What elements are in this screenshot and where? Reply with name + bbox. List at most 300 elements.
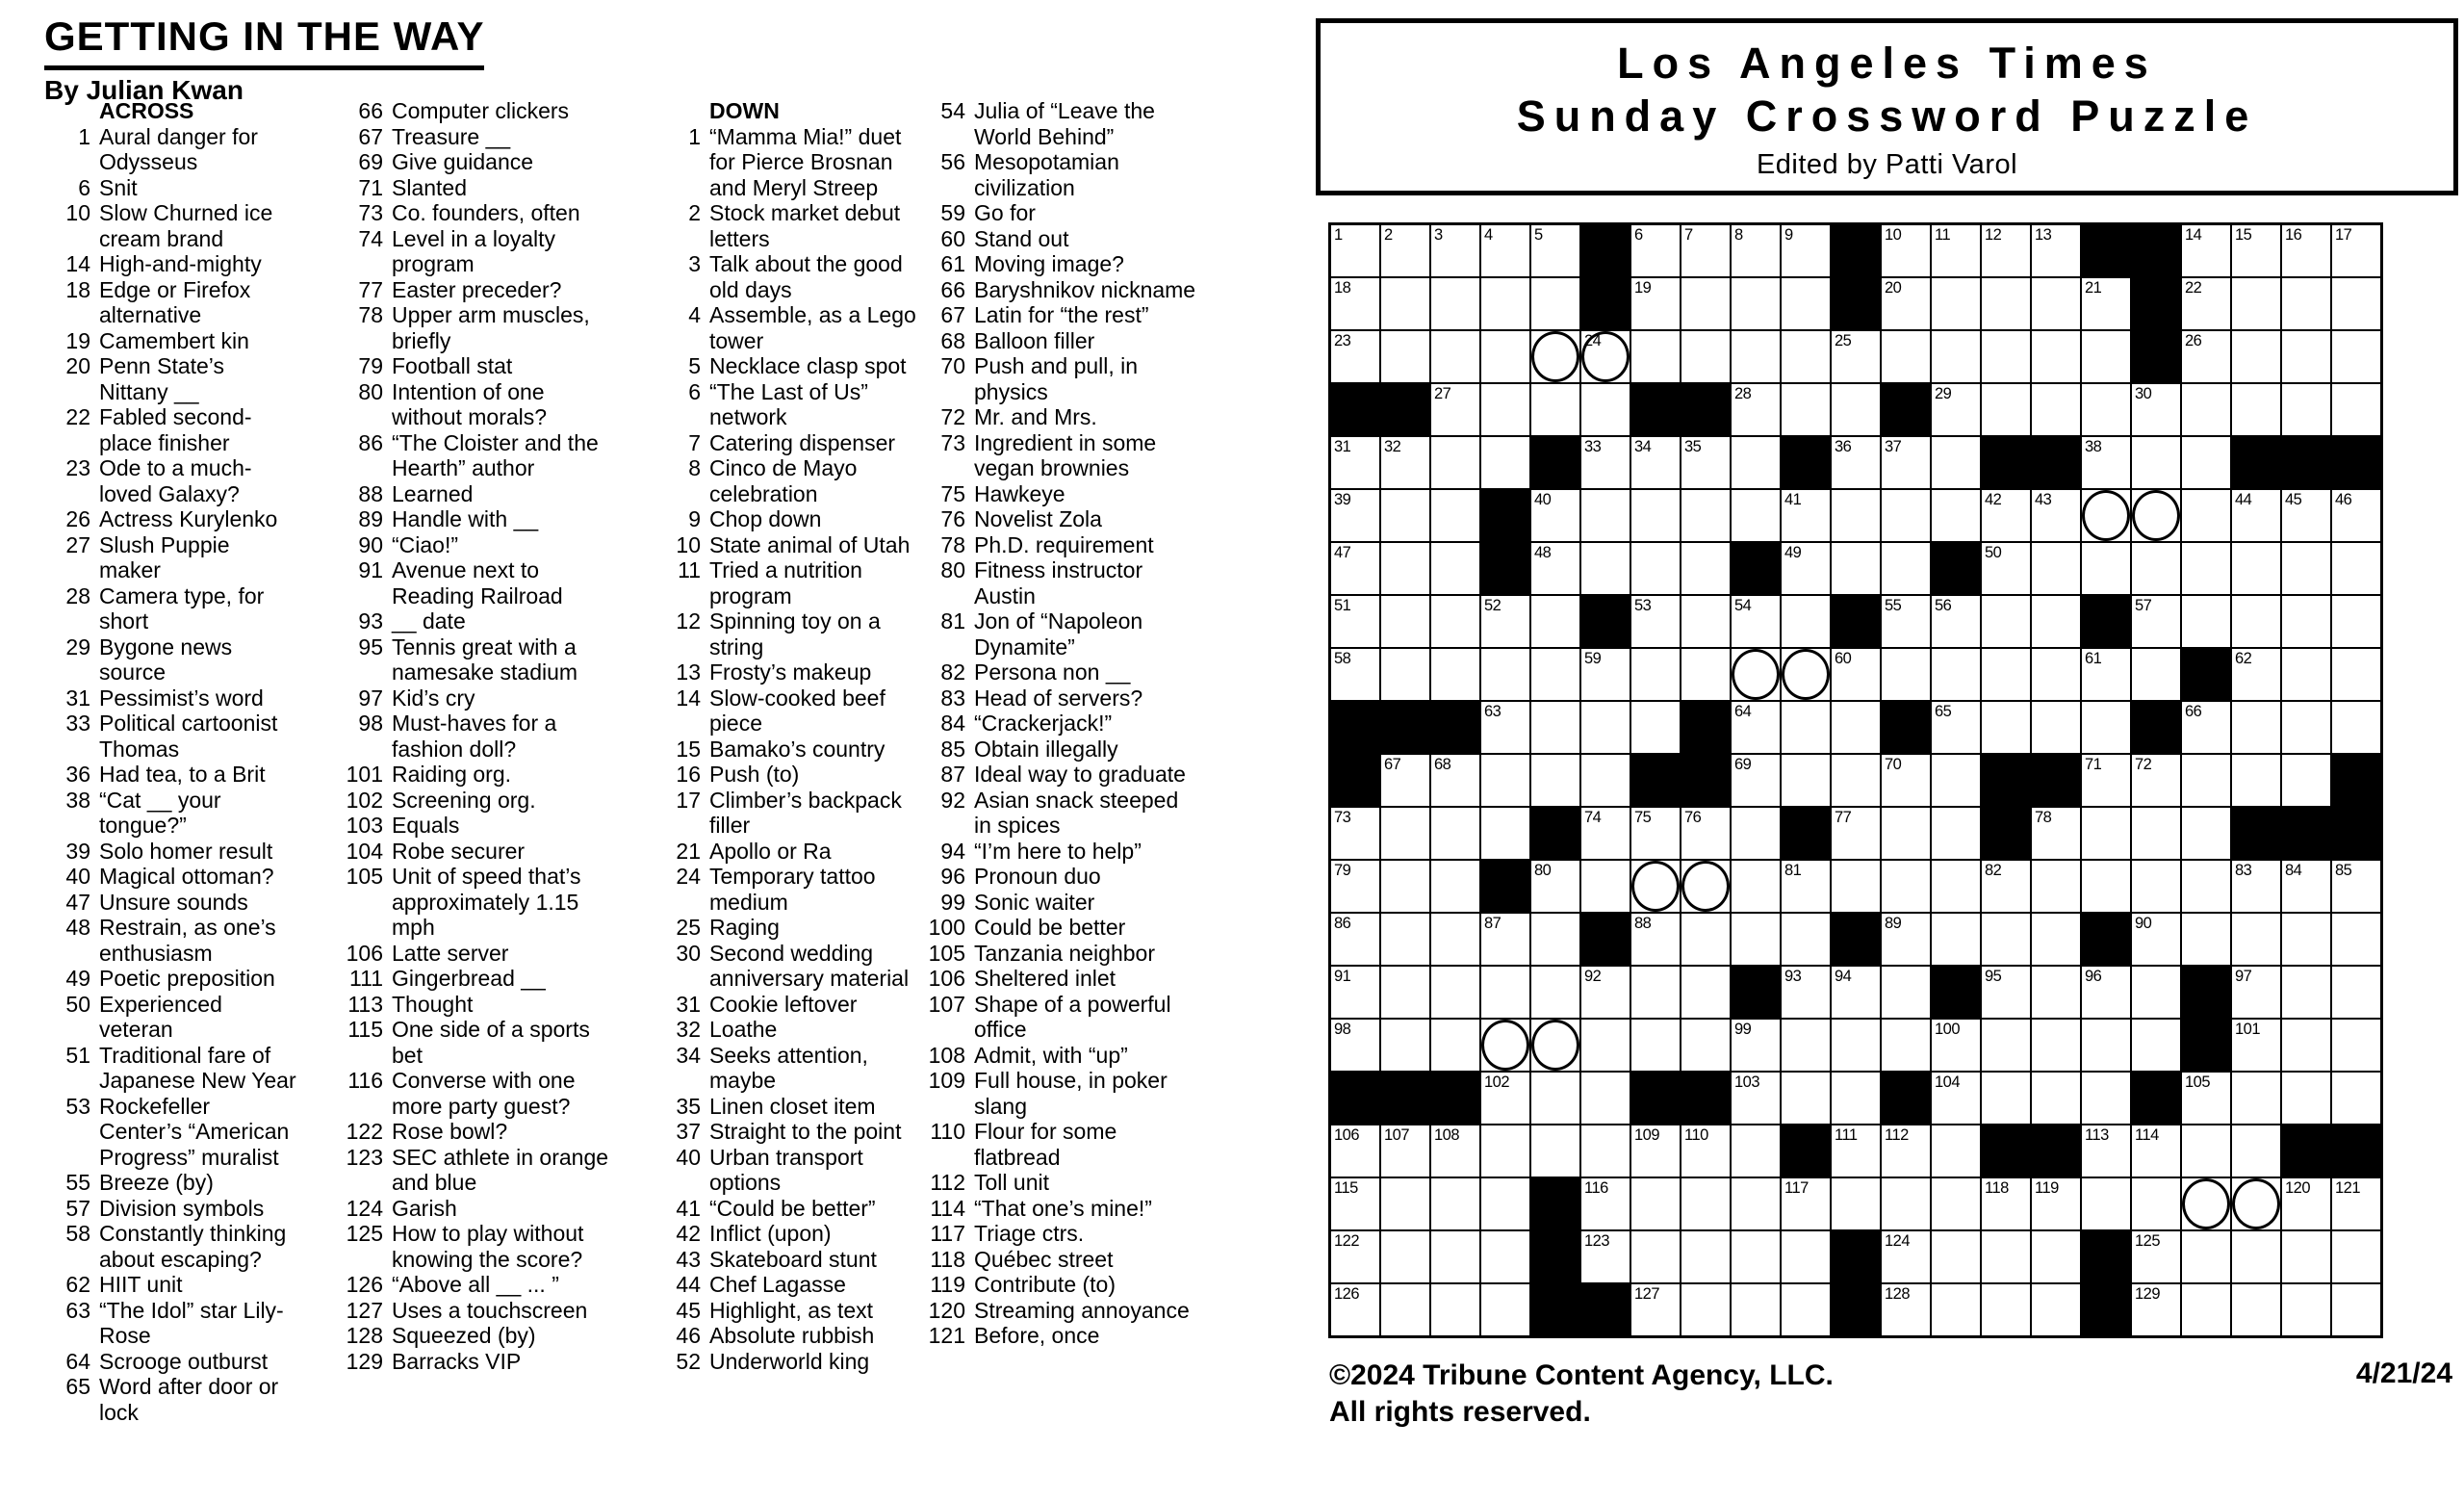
grid-cell[interactable]: [2032, 1020, 2080, 1071]
grid-cell[interactable]: [2332, 1178, 2380, 1229]
grid-cell[interactable]: [1531, 755, 1579, 806]
grid-cell[interactable]: [1431, 649, 1479, 700]
grid-cell[interactable]: [2182, 278, 2230, 329]
grid-cell[interactable]: [1932, 1284, 1980, 1335]
grid-cell[interactable]: [1982, 702, 2030, 753]
grid-cell[interactable]: [2032, 914, 2080, 965]
grid-cell[interactable]: [1331, 1125, 1379, 1177]
grid-cell[interactable]: [1431, 384, 1479, 435]
grid-cell[interactable]: [1932, 755, 1980, 806]
grid-cell[interactable]: [2082, 543, 2130, 594]
grid-cell[interactable]: [2082, 755, 2130, 806]
grid-cell[interactable]: [2082, 278, 2130, 329]
grid-cell[interactable]: [1331, 1020, 1379, 1071]
grid-cell[interactable]: [1882, 649, 1930, 700]
grid-cell[interactable]: [1481, 1231, 1529, 1282]
grid-cell[interactable]: [1581, 543, 1630, 594]
grid-cell[interactable]: [1982, 1178, 2030, 1229]
grid-cell[interactable]: [1982, 596, 2030, 647]
grid-cell[interactable]: [1431, 278, 1479, 329]
grid-cell[interactable]: [1982, 278, 2030, 329]
grid-cell[interactable]: [1832, 1125, 1880, 1177]
grid-cell[interactable]: [1381, 1231, 1429, 1282]
grid-cell[interactable]: [2282, 702, 2330, 753]
grid-cell[interactable]: [2332, 1284, 2380, 1335]
grid-cell[interactable]: [1431, 596, 1479, 647]
grid-cell[interactable]: [1581, 808, 1630, 859]
grid-cell[interactable]: [2332, 490, 2380, 541]
grid-cell[interactable]: [1581, 1178, 1630, 1229]
grid-cell[interactable]: [2282, 331, 2330, 382]
grid-cell[interactable]: [1782, 649, 1830, 700]
grid-cell[interactable]: [2032, 384, 2080, 435]
grid-cell[interactable]: [1732, 861, 1780, 912]
grid-cell[interactable]: [1631, 649, 1680, 700]
grid-cell[interactable]: [2282, 1073, 2330, 1124]
grid-cell[interactable]: [1481, 331, 1529, 382]
grid-cell[interactable]: [1932, 1178, 1980, 1229]
grid-cell[interactable]: [2132, 755, 2180, 806]
grid-cell[interactable]: [1481, 914, 1529, 965]
grid-cell[interactable]: [1481, 1125, 1529, 1177]
grid-cell[interactable]: [1381, 331, 1429, 382]
grid-cell[interactable]: [1982, 649, 2030, 700]
grid-cell[interactable]: [2282, 914, 2330, 965]
grid-cell[interactable]: [2332, 1020, 2380, 1071]
grid-cell[interactable]: [1681, 649, 1730, 700]
grid-cell[interactable]: [2182, 490, 2230, 541]
grid-cell[interactable]: [1581, 702, 1630, 753]
grid-cell[interactable]: [2182, 1125, 2230, 1177]
grid-cell[interactable]: [1982, 490, 2030, 541]
grid-cell[interactable]: [2032, 702, 2080, 753]
grid-cell[interactable]: [1681, 437, 1730, 488]
grid-cell[interactable]: [2132, 437, 2180, 488]
grid-cell[interactable]: [2182, 596, 2230, 647]
grid-cell[interactable]: [2182, 384, 2230, 435]
grid-cell[interactable]: [1581, 649, 1630, 700]
grid-cell[interactable]: [2232, 1020, 2280, 1071]
grid-cell[interactable]: [1782, 1073, 1830, 1124]
grid-cell[interactable]: [1681, 596, 1730, 647]
grid-cell[interactable]: [1631, 861, 1680, 912]
grid-cell[interactable]: [2032, 967, 2080, 1018]
grid-cell[interactable]: [1932, 225, 1980, 276]
grid-cell[interactable]: [1732, 278, 1780, 329]
grid-cell[interactable]: [1782, 967, 1830, 1018]
grid-cell[interactable]: [2232, 596, 2280, 647]
grid-cell[interactable]: [2232, 649, 2280, 700]
grid-cell[interactable]: [2232, 1125, 2280, 1177]
grid-cell[interactable]: [1381, 490, 1429, 541]
grid-cell[interactable]: [1531, 384, 1579, 435]
grid-cell[interactable]: [1732, 1073, 1780, 1124]
grid-cell[interactable]: [1681, 967, 1730, 1018]
grid-cell[interactable]: [2132, 1125, 2180, 1177]
grid-cell[interactable]: [1331, 649, 1379, 700]
grid-cell[interactable]: [1331, 1178, 1379, 1229]
grid-cell[interactable]: [2032, 331, 2080, 382]
grid-cell[interactable]: [2132, 596, 2180, 647]
grid-cell[interactable]: [2232, 755, 2280, 806]
grid-cell[interactable]: [1631, 596, 1680, 647]
grid-cell[interactable]: [2082, 649, 2130, 700]
grid-cell[interactable]: [1982, 1020, 2030, 1071]
grid-cell[interactable]: [1681, 490, 1730, 541]
grid-cell[interactable]: [2332, 914, 2380, 965]
grid-cell[interactable]: [2132, 861, 2180, 912]
grid-cell[interactable]: [1782, 1284, 1830, 1335]
grid-cell[interactable]: [2232, 490, 2280, 541]
grid-cell[interactable]: [1982, 1073, 2030, 1124]
grid-cell[interactable]: [2232, 1178, 2280, 1229]
grid-cell[interactable]: [1882, 1178, 1930, 1229]
grid-cell[interactable]: [1782, 1178, 1830, 1229]
grid-cell[interactable]: [2082, 1178, 2130, 1229]
grid-cell[interactable]: [1431, 1178, 1479, 1229]
grid-cell[interactable]: [1431, 490, 1479, 541]
grid-cell[interactable]: [1782, 861, 1830, 912]
grid-cell[interactable]: [2182, 755, 2230, 806]
grid-cell[interactable]: [2032, 861, 2080, 912]
grid-cell[interactable]: [1381, 437, 1429, 488]
grid-cell[interactable]: [1581, 1231, 1630, 1282]
grid-cell[interactable]: [2232, 1231, 2280, 1282]
grid-cell[interactable]: [2132, 384, 2180, 435]
grid-cell[interactable]: [1932, 490, 1980, 541]
grid-cell[interactable]: [2132, 1020, 2180, 1071]
grid-cell[interactable]: [1782, 331, 1830, 382]
grid-cell[interactable]: [2282, 1284, 2330, 1335]
grid-cell[interactable]: [1581, 861, 1630, 912]
grid-cell[interactable]: [1581, 437, 1630, 488]
grid-cell[interactable]: [1331, 331, 1379, 382]
grid-cell[interactable]: [1932, 702, 1980, 753]
grid-cell[interactable]: [2332, 384, 2380, 435]
grid-cell[interactable]: [1932, 596, 1980, 647]
grid-cell[interactable]: [2332, 861, 2380, 912]
grid-cell[interactable]: [1982, 1231, 2030, 1282]
grid-cell[interactable]: [1882, 225, 1930, 276]
grid-cell[interactable]: [2232, 543, 2280, 594]
grid-cell[interactable]: [2032, 225, 2080, 276]
grid-cell[interactable]: [2182, 1073, 2230, 1124]
grid-cell[interactable]: [2132, 1178, 2180, 1229]
grid-cell[interactable]: [2232, 1073, 2280, 1124]
grid-cell[interactable]: [2332, 596, 2380, 647]
grid-cell[interactable]: [1531, 914, 1579, 965]
grid-cell[interactable]: [1732, 1125, 1780, 1177]
grid-cell[interactable]: [1481, 755, 1529, 806]
grid-cell[interactable]: [1732, 1178, 1780, 1229]
grid-cell[interactable]: [1381, 278, 1429, 329]
grid-cell[interactable]: [1381, 1020, 1429, 1071]
grid-cell[interactable]: [1631, 331, 1680, 382]
grid-cell[interactable]: [1732, 914, 1780, 965]
grid-cell[interactable]: [2132, 1231, 2180, 1282]
grid-cell[interactable]: [2332, 649, 2380, 700]
grid-cell[interactable]: [1631, 543, 1680, 594]
grid-cell[interactable]: [1481, 1178, 1529, 1229]
grid-cell[interactable]: [1882, 755, 1930, 806]
grid-cell[interactable]: [2082, 490, 2130, 541]
grid-cell[interactable]: [2232, 1284, 2280, 1335]
grid-cell[interactable]: [1531, 1125, 1579, 1177]
grid-cell[interactable]: [2082, 1125, 2130, 1177]
grid-cell[interactable]: [1531, 543, 1579, 594]
grid-cell[interactable]: [1331, 914, 1379, 965]
grid-cell[interactable]: [2332, 278, 2380, 329]
grid-cell[interactable]: [1732, 1284, 1780, 1335]
grid-cell[interactable]: [1782, 490, 1830, 541]
grid-cell[interactable]: [1782, 1020, 1830, 1071]
grid-cell[interactable]: [2082, 437, 2130, 488]
grid-cell[interactable]: [2232, 384, 2280, 435]
grid-cell[interactable]: [1882, 808, 1930, 859]
grid-cell[interactable]: [1531, 702, 1579, 753]
grid-cell[interactable]: [1631, 490, 1680, 541]
grid-cell[interactable]: [2282, 1020, 2330, 1071]
grid-cell[interactable]: [1932, 861, 1980, 912]
grid-cell[interactable]: [1581, 755, 1630, 806]
grid-cell[interactable]: [1732, 755, 1780, 806]
grid-cell[interactable]: [1681, 1020, 1730, 1071]
grid-cell[interactable]: [2082, 808, 2130, 859]
grid-cell[interactable]: [1331, 861, 1379, 912]
grid-cell[interactable]: [1581, 1020, 1630, 1071]
grid-cell[interactable]: [1481, 384, 1529, 435]
grid-cell[interactable]: [1431, 225, 1479, 276]
grid-cell[interactable]: [2032, 278, 2080, 329]
grid-cell[interactable]: [2232, 967, 2280, 1018]
grid-cell[interactable]: [1832, 702, 1880, 753]
grid-cell[interactable]: [1982, 914, 2030, 965]
grid-cell[interactable]: [1381, 596, 1429, 647]
grid-cell[interactable]: [1631, 278, 1680, 329]
grid-cell[interactable]: [1882, 861, 1930, 912]
grid-cell[interactable]: [1932, 1231, 1980, 1282]
grid-cell[interactable]: [1431, 755, 1479, 806]
grid-cell[interactable]: [1631, 702, 1680, 753]
grid-cell[interactable]: [2082, 1020, 2130, 1071]
grid-cell[interactable]: [1331, 967, 1379, 1018]
grid-cell[interactable]: [1431, 331, 1479, 382]
grid-cell[interactable]: [1381, 543, 1429, 594]
grid-cell[interactable]: [1932, 649, 1980, 700]
grid-cell[interactable]: [1381, 755, 1429, 806]
grid-cell[interactable]: [1832, 808, 1880, 859]
grid-cell[interactable]: [1431, 808, 1479, 859]
grid-cell[interactable]: [1431, 437, 1479, 488]
grid-cell[interactable]: [1481, 1020, 1529, 1071]
grid-cell[interactable]: [2332, 967, 2380, 1018]
grid-cell[interactable]: [2082, 702, 2130, 753]
grid-cell[interactable]: [1782, 596, 1830, 647]
grid-cell[interactable]: [1531, 490, 1579, 541]
grid-cell[interactable]: [2032, 1073, 2080, 1124]
grid-cell[interactable]: [1531, 1073, 1579, 1124]
grid-cell[interactable]: [2282, 967, 2330, 1018]
grid-cell[interactable]: [1782, 755, 1830, 806]
grid-cell[interactable]: [1531, 596, 1579, 647]
grid-cell[interactable]: [2032, 1284, 2080, 1335]
grid-cell[interactable]: [2032, 490, 2080, 541]
grid-cell[interactable]: [1882, 1284, 1930, 1335]
grid-cell[interactable]: [1882, 437, 1930, 488]
grid-cell[interactable]: [2182, 1178, 2230, 1229]
grid-cell[interactable]: [2282, 543, 2330, 594]
grid-cell[interactable]: [1782, 278, 1830, 329]
grid-cell[interactable]: [1531, 967, 1579, 1018]
grid-cell[interactable]: [1331, 225, 1379, 276]
grid-cell[interactable]: [1531, 278, 1579, 329]
grid-cell[interactable]: [2032, 649, 2080, 700]
grid-cell[interactable]: [1381, 649, 1429, 700]
grid-cell[interactable]: [1581, 384, 1630, 435]
grid-cell[interactable]: [1982, 967, 2030, 1018]
grid-cell[interactable]: [2032, 1231, 2080, 1282]
grid-cell[interactable]: [2282, 225, 2330, 276]
grid-cell[interactable]: [1631, 914, 1680, 965]
grid-cell[interactable]: [1732, 649, 1780, 700]
grid-cell[interactable]: [1631, 1125, 1680, 1177]
grid-cell[interactable]: [1732, 225, 1780, 276]
grid-cell[interactable]: [2132, 490, 2180, 541]
grid-cell[interactable]: [1331, 490, 1379, 541]
grid-cell[interactable]: [1681, 1125, 1730, 1177]
grid-cell[interactable]: [2132, 543, 2180, 594]
grid-cell[interactable]: [1832, 437, 1880, 488]
grid-cell[interactable]: [1982, 1284, 2030, 1335]
grid-cell[interactable]: [2232, 278, 2280, 329]
grid-cell[interactable]: [2232, 331, 2280, 382]
grid-cell[interactable]: [2132, 649, 2180, 700]
grid-cell[interactable]: [2032, 543, 2080, 594]
grid-cell[interactable]: [2282, 596, 2330, 647]
grid-cell[interactable]: [1631, 437, 1680, 488]
grid-cell[interactable]: [1732, 331, 1780, 382]
grid-cell[interactable]: [1381, 225, 1429, 276]
grid-cell[interactable]: [1331, 1231, 1379, 1282]
grid-cell[interactable]: [2332, 331, 2380, 382]
grid-cell[interactable]: [1481, 437, 1529, 488]
grid-cell[interactable]: [2232, 914, 2280, 965]
grid-cell[interactable]: [1732, 490, 1780, 541]
grid-cell[interactable]: [1631, 1178, 1680, 1229]
grid-cell[interactable]: [2182, 331, 2230, 382]
grid-cell[interactable]: [1331, 437, 1379, 488]
grid-cell[interactable]: [1631, 225, 1680, 276]
grid-cell[interactable]: [2332, 702, 2380, 753]
grid-cell[interactable]: [1882, 1020, 1930, 1071]
grid-cell[interactable]: [2282, 861, 2330, 912]
grid-cell[interactable]: [1681, 1284, 1730, 1335]
grid-cell[interactable]: [1732, 1231, 1780, 1282]
grid-cell[interactable]: [1531, 861, 1579, 912]
grid-cell[interactable]: [1681, 225, 1730, 276]
grid-cell[interactable]: [1882, 543, 1930, 594]
grid-cell[interactable]: [2282, 384, 2330, 435]
grid-cell[interactable]: [2232, 861, 2280, 912]
grid-cell[interactable]: [1481, 1073, 1529, 1124]
grid-cell[interactable]: [1331, 543, 1379, 594]
grid-cell[interactable]: [2332, 1073, 2380, 1124]
grid-cell[interactable]: [1732, 437, 1780, 488]
grid-cell[interactable]: [2282, 490, 2330, 541]
grid-cell[interactable]: [1431, 1231, 1479, 1282]
grid-cell[interactable]: [2232, 702, 2280, 753]
grid-cell[interactable]: [1832, 861, 1880, 912]
grid-cell[interactable]: [1631, 1020, 1680, 1071]
grid-cell[interactable]: [2132, 914, 2180, 965]
grid-cell[interactable]: [1681, 543, 1730, 594]
grid-cell[interactable]: [1932, 331, 1980, 382]
grid-cell[interactable]: [1331, 808, 1379, 859]
grid-cell[interactable]: [1882, 278, 1930, 329]
grid-cell[interactable]: [1581, 490, 1630, 541]
grid-cell[interactable]: [1732, 384, 1780, 435]
grid-cell[interactable]: [2182, 861, 2230, 912]
grid-cell[interactable]: [1732, 1020, 1780, 1071]
grid-cell[interactable]: [2332, 225, 2380, 276]
grid-cell[interactable]: [1381, 914, 1429, 965]
grid-cell[interactable]: [1832, 543, 1880, 594]
grid-cell[interactable]: [1932, 808, 1980, 859]
grid-cell[interactable]: [2082, 1073, 2130, 1124]
grid-cell[interactable]: [1431, 1284, 1479, 1335]
grid-cell[interactable]: [1882, 967, 1930, 1018]
grid-cell[interactable]: [1481, 225, 1529, 276]
grid-cell[interactable]: [1681, 278, 1730, 329]
grid-cell[interactable]: [1832, 967, 1880, 1018]
grid-cell[interactable]: [1832, 490, 1880, 541]
grid-cell[interactable]: [1832, 1073, 1880, 1124]
grid-cell[interactable]: [2182, 225, 2230, 276]
grid-cell[interactable]: [2182, 543, 2230, 594]
grid-cell[interactable]: [1882, 1125, 1930, 1177]
grid-cell[interactable]: [1531, 331, 1579, 382]
grid-cell[interactable]: [1581, 1125, 1630, 1177]
grid-cell[interactable]: [1782, 543, 1830, 594]
grid-cell[interactable]: [1782, 1231, 1830, 1282]
grid-cell[interactable]: [1481, 278, 1529, 329]
grid-cell[interactable]: [1782, 702, 1830, 753]
grid-cell[interactable]: [1431, 1125, 1479, 1177]
grid-cell[interactable]: [2332, 543, 2380, 594]
grid-cell[interactable]: [1481, 808, 1529, 859]
grid-cell[interactable]: [2182, 702, 2230, 753]
grid-cell[interactable]: [1331, 1284, 1379, 1335]
grid-cell[interactable]: [1882, 331, 1930, 382]
grid-cell[interactable]: [2032, 808, 2080, 859]
grid-cell[interactable]: [2282, 649, 2330, 700]
grid-cell[interactable]: [1832, 331, 1880, 382]
grid-cell[interactable]: [2032, 596, 2080, 647]
grid-cell[interactable]: [1381, 1284, 1429, 1335]
grid-cell[interactable]: [1982, 331, 2030, 382]
grid-cell[interactable]: [1932, 1125, 1980, 1177]
grid-cell[interactable]: [2182, 1231, 2230, 1282]
grid-cell[interactable]: [1431, 967, 1479, 1018]
grid-cell[interactable]: [1681, 331, 1730, 382]
grid-cell[interactable]: [2082, 384, 2130, 435]
grid-cell[interactable]: [1782, 914, 1830, 965]
grid-cell[interactable]: [1932, 437, 1980, 488]
grid-cell[interactable]: [1381, 967, 1429, 1018]
grid-cell[interactable]: [1832, 384, 1880, 435]
grid-cell[interactable]: [1932, 1073, 1980, 1124]
grid-cell[interactable]: [1932, 1020, 1980, 1071]
